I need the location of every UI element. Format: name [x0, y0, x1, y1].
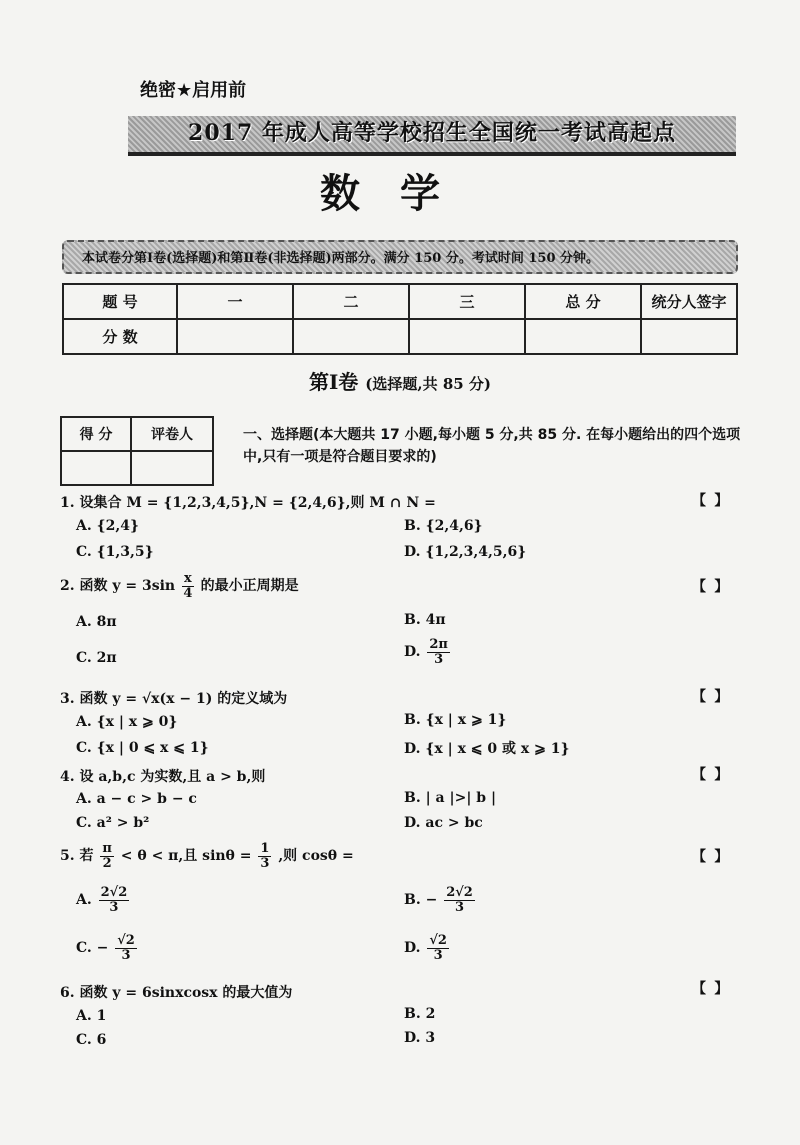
- section-instructions: 一、选择题(本大题共 17 小题,每小题 5 分,共 85 分. 在每小题给出的四个选项中,只有一项是符合题目要求的): [243, 427, 741, 465]
- answer-bracket: 【 】: [692, 849, 729, 865]
- q2-option-b: B. 4π: [404, 612, 446, 628]
- exam-banner: 2017 年成人高等学校招生全国统一考试高起点: [128, 116, 736, 156]
- score-header-cell: 二: [293, 284, 409, 319]
- score-cell: [409, 319, 525, 354]
- question-4-stem: 4. 设 a,b,c 为实数,且 a > b,则: [60, 769, 266, 785]
- score-header-cell: 三: [409, 284, 525, 319]
- q2-stem-pre: 2. 函数 y = 3sin: [60, 578, 176, 595]
- q5-f1-den: 2: [102, 855, 112, 871]
- q2-stem-post: 的最小正周期是: [200, 578, 299, 595]
- q5-d-label: D.: [404, 940, 421, 957]
- q2-option-d-fraction: [427, 638, 450, 666]
- q2-fraction: [182, 572, 194, 600]
- q6-option-a: A. 1: [76, 1008, 107, 1024]
- q1-option-a: A. {2,4}: [76, 518, 139, 534]
- grader-score-label: 得 分: [61, 417, 131, 451]
- q5-stem-mid: < θ < π,且 sinθ =: [120, 848, 252, 865]
- answer-bracket: 【 】: [692, 493, 729, 509]
- q5-fraction-2: [258, 842, 271, 870]
- q3-option-b: B. {x | x ⩾ 1}: [404, 712, 507, 728]
- q5-a-den: 3: [109, 899, 119, 915]
- q2-frac-den: 4: [183, 585, 193, 601]
- exam-notice: 本试卷分第Ⅰ卷(选择题)和第Ⅱ卷(非选择题)两部分。满分 150 分。考试时间 150 分钟。: [62, 240, 738, 274]
- q2-option-d: [404, 638, 452, 666]
- question-6-stem: 6. 函数 y = 6sinxcosx 的最大值为: [60, 985, 293, 1001]
- score-row-label: 分 数: [63, 319, 177, 354]
- subject-title: 数学: [320, 171, 480, 217]
- answer-bracket: 【 】: [692, 767, 729, 783]
- score-header-cell: 一: [177, 284, 293, 319]
- part-title-sub: (选择题,共 85 分): [365, 375, 492, 393]
- q5-f2-num: 1: [260, 841, 270, 856]
- answer-bracket: 【 】: [692, 579, 729, 595]
- q5-b-fraction: [444, 886, 475, 914]
- q5-fraction-1: [100, 842, 114, 870]
- q5-option-a: [76, 886, 131, 914]
- q5-option-d: [404, 934, 451, 962]
- question-3-stem: 3. 函数 y = √x(x − 1) 的定义域为: [60, 691, 288, 707]
- q5-option-c: [76, 934, 139, 962]
- q5-b-den: 3: [454, 899, 465, 915]
- q4-option-d: D. ac > bc: [404, 815, 483, 831]
- score-header-cell: 统分人签字: [641, 284, 737, 319]
- grader-box: [60, 416, 214, 486]
- score-cell: [525, 319, 641, 354]
- q3-option-a: A. {x | x ⩾ 0}: [76, 714, 178, 730]
- part-title-main: 第Ⅰ卷: [308, 370, 359, 394]
- q5-c-fraction: [115, 934, 137, 962]
- q3-option-c: C. {x | 0 ⩽ x ⩽ 1}: [76, 740, 209, 756]
- q5-b-num: 2√2: [446, 885, 473, 900]
- q5-f1-num: π: [102, 841, 112, 856]
- q6-option-b: B. 2: [404, 1006, 436, 1022]
- q5-c-label: C. −: [76, 940, 109, 957]
- q5-stem-pre: 5. 若: [60, 848, 94, 865]
- question-1-stem: 1. 设集合 M = {1,2,3,4,5},N = {2,4,6},则 M ∩ N =: [60, 495, 436, 511]
- q4-option-b: B. | a |>| b |: [404, 790, 497, 806]
- score-table: [62, 283, 738, 355]
- confidential-label: 绝密★启用前: [140, 80, 247, 101]
- answer-bracket: 【 】: [692, 689, 729, 705]
- q5-b-label: B. −: [404, 892, 438, 909]
- part-title: [0, 366, 800, 395]
- q6-option-d: D. 3: [404, 1030, 436, 1046]
- q1-option-b: B. {2,4,6}: [404, 518, 483, 534]
- question-5-stem: [60, 842, 354, 870]
- score-cell: [641, 319, 737, 354]
- score-header-cell: 题 号: [63, 284, 177, 319]
- q5-d-num: √2: [429, 933, 447, 948]
- q2-frac-num: x: [183, 571, 192, 586]
- q5-d-fraction: [427, 934, 449, 962]
- grader-reviewer-cell: [131, 451, 213, 485]
- grader-score-cell: [61, 451, 131, 485]
- q5-c-den: 3: [121, 947, 131, 963]
- q2-d-den: 3: [434, 651, 444, 667]
- q5-c-num: √2: [117, 933, 135, 948]
- q5-a-num: 2√2: [100, 885, 128, 900]
- q2-option-d-label: D.: [404, 644, 421, 661]
- q5-a-label: A.: [76, 892, 92, 909]
- score-cell: [293, 319, 409, 354]
- score-cell: [177, 319, 293, 354]
- q2-d-num: 2π: [429, 637, 448, 652]
- q5-d-den: 3: [433, 947, 443, 963]
- q5-a-fraction: [99, 886, 130, 914]
- q5-f2-den: 3: [260, 855, 270, 871]
- q2-option-a: A. 8π: [76, 614, 117, 630]
- question-2-stem: [60, 572, 299, 600]
- q1-option-d: D. {1,2,3,4,5,6}: [404, 544, 527, 560]
- q5-option-b: [404, 886, 477, 914]
- q3-option-d: D. {x | x ⩽ 0 或 x ⩾ 1}: [404, 741, 570, 757]
- score-header-cell: 总 分: [525, 284, 641, 319]
- q4-option-a: A. a − c > b − c: [76, 791, 197, 807]
- q4-option-c: C. a² > b²: [76, 815, 150, 831]
- grader-reviewer-label: 评卷人: [131, 417, 213, 451]
- q1-option-c: C. {1,3,5}: [76, 544, 154, 560]
- q5-stem-post: ,则 cosθ =: [278, 848, 354, 865]
- answer-bracket: 【 】: [692, 981, 729, 997]
- q6-option-c: C. 6: [76, 1032, 107, 1048]
- q2-option-c: C. 2π: [76, 650, 117, 666]
